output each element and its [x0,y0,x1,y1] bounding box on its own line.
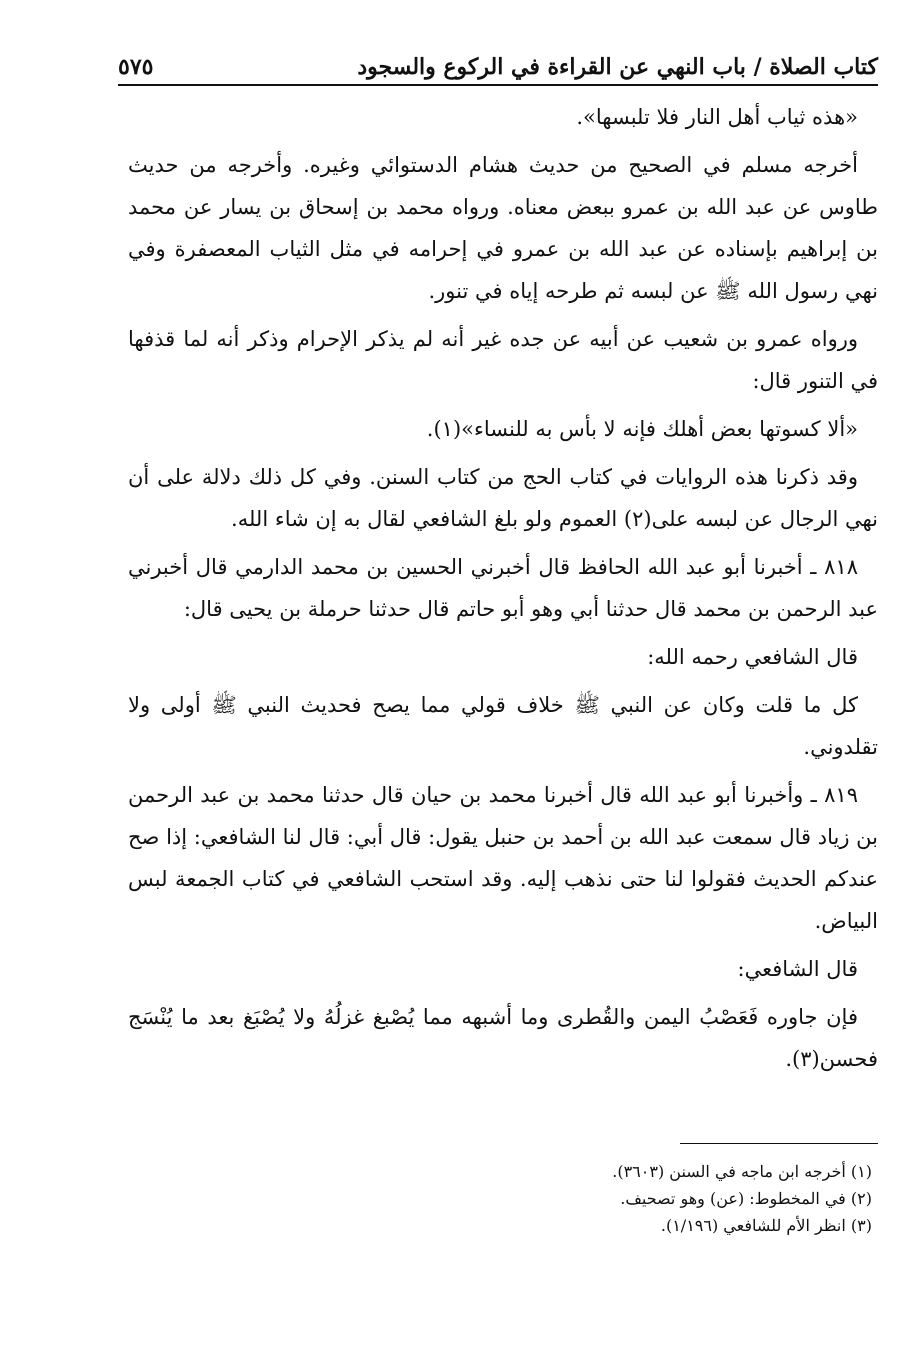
footnotes [128,1158,878,1239]
paragraph-quote-clothes: «هذه ثياب أهل النار فلا تلبسها». [576,105,858,129]
paragraph-muslim-narration: أخرجه مسلم في الصحيح من حديث هشام الدستوائي وغيره. وأخرجه من حديث طاوس عن عبد الله بن عمرو ببعض معناه. ورواه محمد بن إسحاق بن يسار عن محمد بن إبراهيم بإسناده عن عبد الله بن عمرو في إحرامه في مثل الثياب المعصفرة وفي نهي رسول الله ﷺ عن لبسه ثم طرحه إياه في تنور. [128,153,878,303]
footnote-2: (٢) في المخطوط: (عن) وهو تصحيف. [620,1189,872,1208]
paragraph-shafii-said-2: قال الشافعي: [737,957,858,981]
running-title: كتاب الصلاة / باب النهي عن القراءة في الركوع والسجود [357,54,878,80]
footnote-3: (٣) انظر الأم للشافعي (١/١٩٦). [660,1216,872,1235]
paragraph-hadith-819: ٨١٩ ـ وأخبرنا أبو عبد الله قال أخبرنا محمد بن حيان قال حدثنا محمد بن عبد الرحمن بن زياد قال سمعت عبد الله بن أحمد بن حنبل يقول: قال أبي: قال لنا الشافعي: إذا صح عندكم الحديث فقولوا لنا حتى نذهب إليه. وقد استحب الشافعي في كتاب الجمعة لبس البياض. [128,783,878,933]
page-header [118,30,878,80]
paragraph-quote-women: «ألا كسوتها بعض أهلك فإنه لا بأس به للنساء»(١). [426,417,858,441]
page-number: ٥٧٥ [118,54,154,80]
main-text [128,96,878,1086]
paragraph-sunan-reference: وقد ذكرنا هذه الروايات في كتاب الحج من كتاب السنن. وفي كل ذلك دلالة على أن نهي الرجال عن لبسه على(٢) العموم ولو بلغ الشافعي لقال به إن شاء الله. [128,465,878,531]
paragraph-amr-narration: ورواه عمرو بن شعيب عن أبيه عن جده غير أنه لم يذكر الإحرام وذكر أنه لما قذفها في التنور قال: [128,327,878,393]
paragraph-hadith-818: ٨١٨ ـ أخبرنا أبو عبد الله الحافظ قال أخبرني الحسين بن محمد الدارمي قال أخبرني عبد الرحمن بن محمد قال حدثنا أبي وهو أبو حاتم قال حدثنا حرملة بن يحيى قال: [128,555,878,621]
footnote-1: (١) أخرجه ابن ماجه في السنن (٣٦٠٣). [612,1162,872,1181]
header-rule [118,84,878,86]
paragraph-shafii-quote-1: كل ما قلت وكان عن النبي ﷺ خلاف قولي مما يصح فحديث النبي ﷺ أولى ولا تقلدوني. [128,693,878,759]
paragraph-shafii-said-1: قال الشافعي رحمه الله: [647,645,858,669]
paragraph-shafii-quote-2: فإن جاوره فَعَصْبُ اليمن والقُطرى وما أشبهه مما يُصْبغ غزلُهُ ولا يُصْبَغ بعد ما يُنْسَج فحسن(٣). [128,1005,878,1071]
footnote-rule [680,1143,878,1144]
